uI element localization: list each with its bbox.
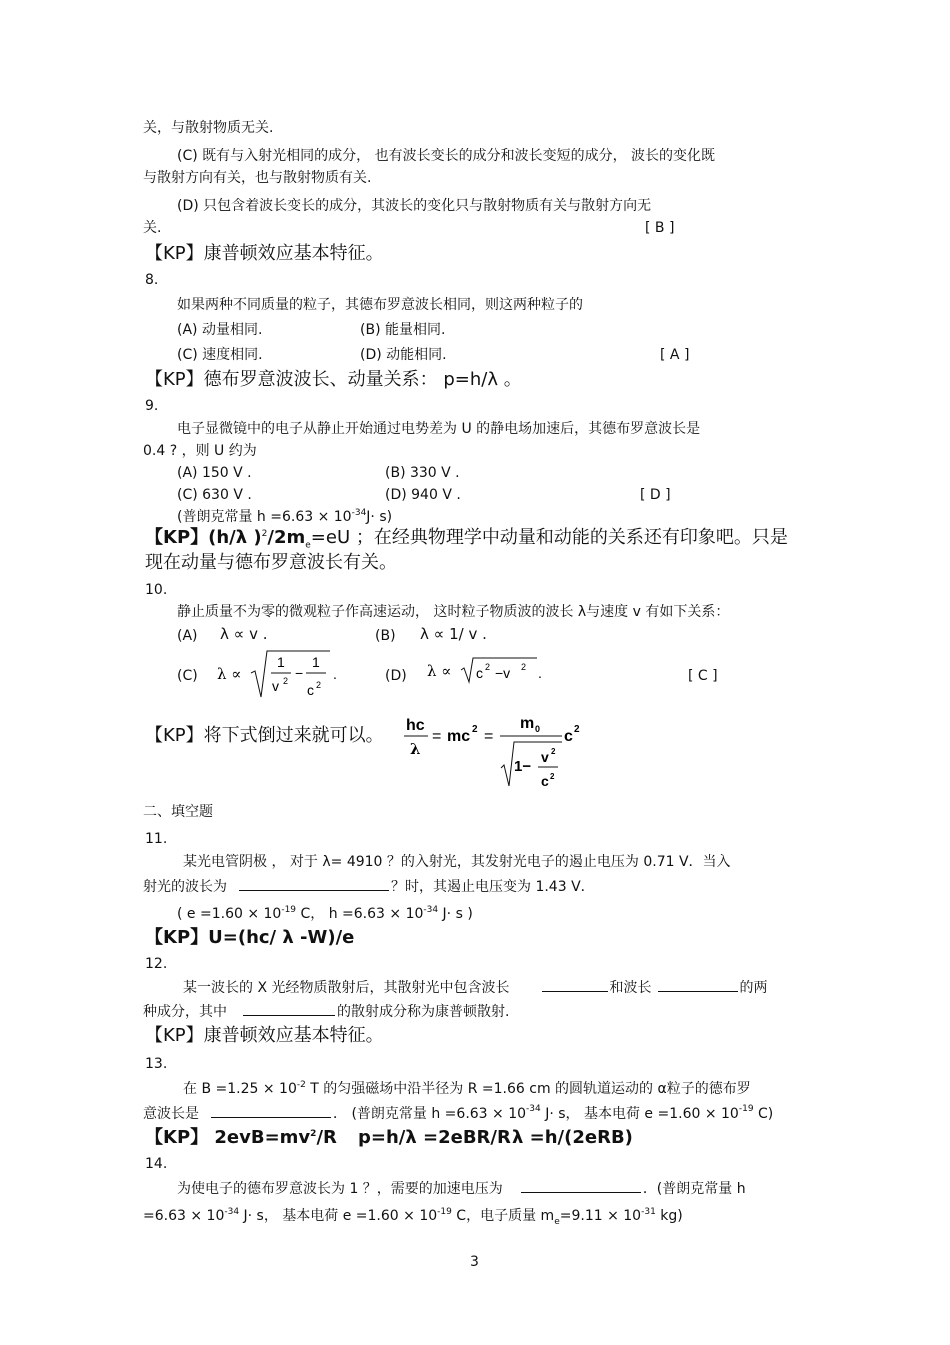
option-d-formula [425,652,550,686]
question-text: 电子显微镜中的电子从静止开始通过电势差为 U 的静电场加速后，其德布罗意波长是 [177,421,701,437]
svg-text:2: 2 [472,724,478,735]
option-a: (A) 动量相同. [177,322,263,338]
svg-text:v: v [272,678,279,694]
question-number: 12. [145,956,168,972]
svg-text:λ ∝: λ ∝ [427,662,452,680]
svg-text:c: c [476,665,483,681]
kp-note: 【KP】将下式倒过来就可以。 [145,725,384,746]
option-b: (B) 能量相同. [360,322,446,338]
question-number: 13. [145,1056,168,1072]
kp-note: p=h/λ =2eBR/R [358,1127,511,1148]
answer-blank[interactable] [239,876,389,891]
svg-text:−v: −v [495,665,511,681]
section-heading: 二、填空题 [143,804,213,820]
svg-text:=: = [484,728,494,745]
option-a: (A) 150 V . [177,465,252,481]
svg-text:c: c [307,682,314,698]
option-d: (D) 只包含着波长变长的成分，其波长的变化只与散射物质有关与散射方向无 [177,198,652,214]
question-text: 意波长是 ． (普朗克常量 $h =6.63 \times 10^{-34}$ J· s， 基本电荷 $e =1.60 \times 10^{-19}$ C) [143,1104,774,1122]
text-line: 关，与散射物质无关. [143,120,274,136]
option-c-label: (C) [177,668,198,684]
kp-note: 【KP】U=(hc/ λ -W)/e [145,927,355,948]
svg-text:mc: mc [447,728,471,745]
answer-blank[interactable] [243,1001,335,1016]
svg-text:m: m [520,715,535,732]
svg-text:2: 2 [521,662,527,672]
kp-note: 【KP】 $2evB=mv^2/R$ [145,1127,337,1148]
question-number: 8. [145,272,159,288]
option-c-formula [215,645,345,701]
kp-note: 【KP】德布罗意波波长、动量关系： p=h/λ 。 [145,369,522,390]
text-line: 关. [143,220,162,236]
svg-text:c: c [541,773,549,789]
answer-bracket: [ D ] [640,487,671,503]
kp-formula [400,708,590,798]
answer-blank[interactable] [658,977,738,992]
answer-blank[interactable] [521,1178,641,1193]
svg-text:2: 2 [283,676,289,686]
option-d: (D) 940 V . [385,487,461,503]
svg-text:1: 1 [277,654,285,670]
svg-text:λ: λ [410,740,421,758]
svg-text:2: 2 [550,772,555,781]
answer-bracket: [ B ] [645,220,675,236]
question-text: 如果两种不同质量的粒子，其德布罗意波长相同，则这两种粒子的 [177,297,583,313]
svg-text:.: . [333,666,337,682]
question-text: 静止质量不为零的微观粒子作高速运动， 这时粒子物质波的波长 λ与速度 v 有如下关系： [177,604,730,620]
question-number: 10. [145,582,168,598]
constant-note: ( $e =1.60 \times 10^{-19}$ C， $h =6.63 \times 10^{-34}$ J· s ) [177,905,473,922]
kp-note: 现在动量与德布罗意波长有关。 [145,552,397,573]
option-c: (C) 既有与入射光相同的成分， 也有波长变长的成分和波长变短的成分， 波长的变化既 [177,148,716,164]
answer-blank[interactable] [211,1103,331,1118]
svg-text:−: − [295,665,304,681]
svg-text:λ ∝: λ ∝ [217,665,242,683]
svg-text:.: . [538,665,542,681]
svg-text:0: 0 [535,724,541,734]
option-b: λ ∝ 1/ v . [420,625,487,643]
svg-text:1−: 1− [514,758,532,775]
svg-text:=: = [432,728,442,745]
kp-note: 【KP】(h/λ )$^2/2m_e=eU$ ；在经典物理学中动量和动能的关系还有印象吧。只是 [145,527,788,551]
question-text: 某光电管阴极 ， 对于 λ= 4910 ？的入射光，其发射光电子的遏止电压为 0.71 V．当入 [183,854,731,870]
constant-note: (普朗克常量 $h =6.63 \times 10^{-34}J\cdot s$) [177,508,393,525]
answer-bracket: [ C ] [688,668,718,684]
svg-text:2: 2 [551,747,556,756]
option-b: (B) 330 V . [385,465,460,481]
option-c: (C) 速度相同. [177,347,263,363]
question-text: 射光的波长为 ？时，其遏止电压变为 1.43 V． [143,876,595,897]
svg-text:hc: hc [406,717,425,734]
svg-text:1: 1 [312,654,320,670]
question-text: $=6.63 \times 10^{-34}$ J· s， 基本电荷 $e =1.60 \times 10^{-19}$ C，电子质量 $m_e=9.11 \times 10^{-31}$ kg) [143,1207,683,1227]
svg-text:v: v [541,749,549,765]
question-number: 9. [145,398,159,414]
kp-note: λ =h/(2eRB) [512,1127,633,1148]
question-text: 为使电子的德布罗意波长为 1 ？，需要的加速电压为 ．(普朗克常量 h [177,1178,746,1199]
svg-text:2: 2 [574,724,580,735]
page-number: 3 [470,1254,479,1270]
answer-blank[interactable] [542,977,608,992]
kp-note: 【KP】康普顿效应基本特征。 [145,243,384,264]
kp-note: 【KP】康普顿效应基本特征。 [145,1025,384,1046]
option-c: (C) 630 V . [177,487,252,503]
question-text: 种成分，其中 的散射成分称为康普顿散射. [143,1001,509,1022]
option-a-label: (A) [177,628,198,644]
option-b-label: (B) [375,628,396,644]
answer-bracket: [ A ] [660,347,690,363]
question-number: 14. [145,1156,168,1172]
svg-text:2: 2 [316,680,322,690]
question-number: 11. [145,831,168,847]
question-text: 在 $B =1.25 \times 10^{-2}$ T 的匀强磁场中沿半径为 R =1.66 cm 的圆轨道运动的 α粒子的德布罗 [183,1080,751,1097]
svg-text:2: 2 [485,662,491,672]
option-d: (D) 动能相同. [360,347,447,363]
question-text: 某一波长的 X 光经物质散射后，其散射光中包含波长 和波长 的两 [183,977,768,998]
text-line: 与散射方向有关，也与散射物质有关. [143,170,372,186]
option-a: λ ∝ v . [220,625,268,643]
svg-text:c: c [564,728,573,745]
option-d-label: (D) [385,668,407,684]
question-text: 0.4 ? ，则 U 约为 [143,443,257,459]
